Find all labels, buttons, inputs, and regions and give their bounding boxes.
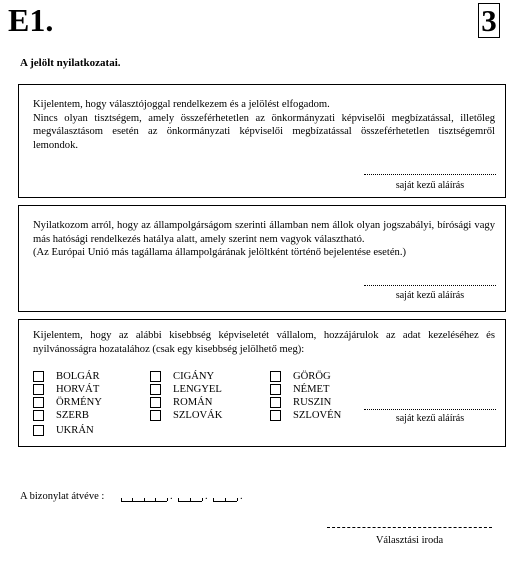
form-code: E1. <box>8 2 54 38</box>
date-separator: . <box>205 491 208 502</box>
checkbox[interactable] <box>270 371 281 382</box>
declaration-citizenship-box <box>18 205 506 312</box>
signature-label: saját kezű aláírás <box>395 180 465 191</box>
declaration-citizenship-line2: (Az Európai Unió más tagállama állampolgárának jelöltként történő bejelentése esetén.) <box>33 247 406 258</box>
receipt-label: A bizonylat átvéve : <box>20 491 105 502</box>
section-title: A jelölt nyilatkozatai. <box>20 57 121 69</box>
checkbox[interactable] <box>150 410 161 421</box>
declaration-minority-line: Kijelentem, hogy az alábbi kisebbség képviseletét vállalom, hozzájárulok az adat kezeléséhez és nyilvánosságra hozatalához (csak egy kisebbség jelölhető meg): <box>33 330 495 355</box>
checkbox[interactable] <box>33 397 44 408</box>
checkbox[interactable] <box>150 397 161 408</box>
checkbox[interactable] <box>33 384 44 395</box>
checkbox[interactable] <box>150 371 161 382</box>
office-signature-line[interactable] <box>327 527 492 528</box>
checkbox[interactable] <box>33 410 44 421</box>
minority-option-roman[interactable]: ROMÁN <box>150 396 212 409</box>
minority-option-szerb[interactable]: SZERB <box>33 409 89 422</box>
signature-line[interactable] <box>364 285 496 286</box>
page-number-box: 3 <box>478 3 500 38</box>
checkbox[interactable] <box>270 397 281 408</box>
declaration-minority-box <box>18 319 506 447</box>
checkbox[interactable] <box>33 371 44 382</box>
checkbox[interactable] <box>150 384 161 395</box>
minority-option-gorog[interactable]: GÖRÖG <box>270 370 331 383</box>
signature-label: saját kezű aláírás <box>395 290 465 301</box>
minority-option-bolgar[interactable]: BOLGÁR <box>33 370 100 383</box>
signature-label: saját kezű aláírás <box>395 413 465 424</box>
date-separator: . <box>240 491 243 502</box>
minority-option-ukran[interactable]: UKRÁN <box>33 424 94 437</box>
minority-option-cigany[interactable]: CIGÁNY <box>150 370 214 383</box>
declaration-eligibility-line1: Kijelentem, hogy választójoggal rendelkezem és a jelölést elfogadom. <box>33 99 330 110</box>
signature-line[interactable] <box>364 409 496 410</box>
minority-option-ruszin[interactable]: RUSZIN <box>270 396 331 409</box>
minority-option-ormeny[interactable]: ÖRMÉNY <box>33 396 102 409</box>
minority-option-szloven[interactable]: SZLOVÉN <box>270 409 341 422</box>
minority-option-horvat[interactable]: HORVÁT <box>33 383 99 396</box>
declaration-eligibility-line2: Nincs olyan tisztségem, amely összeférhetetlen az önkormányzati képviselői megbízatással, illetőleg megválasztásom esetén az önkormányzati képviselői megbízatással összeférhetetlen tisztségemről lemondok. <box>33 112 495 151</box>
minority-option-nemet[interactable]: NÉMET <box>270 383 329 396</box>
declaration-eligibility-box <box>18 84 506 198</box>
declaration-citizenship-line1: Nyilatkozom arról, hogy az állampolgárságom szerinti államban nem állok olyan jogszabályi, bírósági vagy más hatósági rendelkezés hatálya alatt, amely szerint nem vagyok választható. <box>33 220 495 245</box>
receipt-date-day[interactable] <box>213 496 237 502</box>
minority-option-szlovak[interactable]: SZLOVÁK <box>150 409 222 422</box>
declaration-minority-text <box>33 329 495 356</box>
checkbox[interactable] <box>33 425 44 436</box>
receipt-date-month[interactable] <box>178 496 202 502</box>
office-label: Választási iroda <box>375 535 444 546</box>
checkbox[interactable] <box>270 410 281 421</box>
date-separator: . <box>170 491 173 502</box>
signature-line[interactable] <box>364 174 496 175</box>
minority-option-lengyel[interactable]: LENGYEL <box>150 383 222 396</box>
checkbox[interactable] <box>270 384 281 395</box>
receipt-date-year[interactable] <box>121 496 167 502</box>
declaration-citizenship-text <box>33 219 495 260</box>
declaration-eligibility-text <box>33 98 495 152</box>
